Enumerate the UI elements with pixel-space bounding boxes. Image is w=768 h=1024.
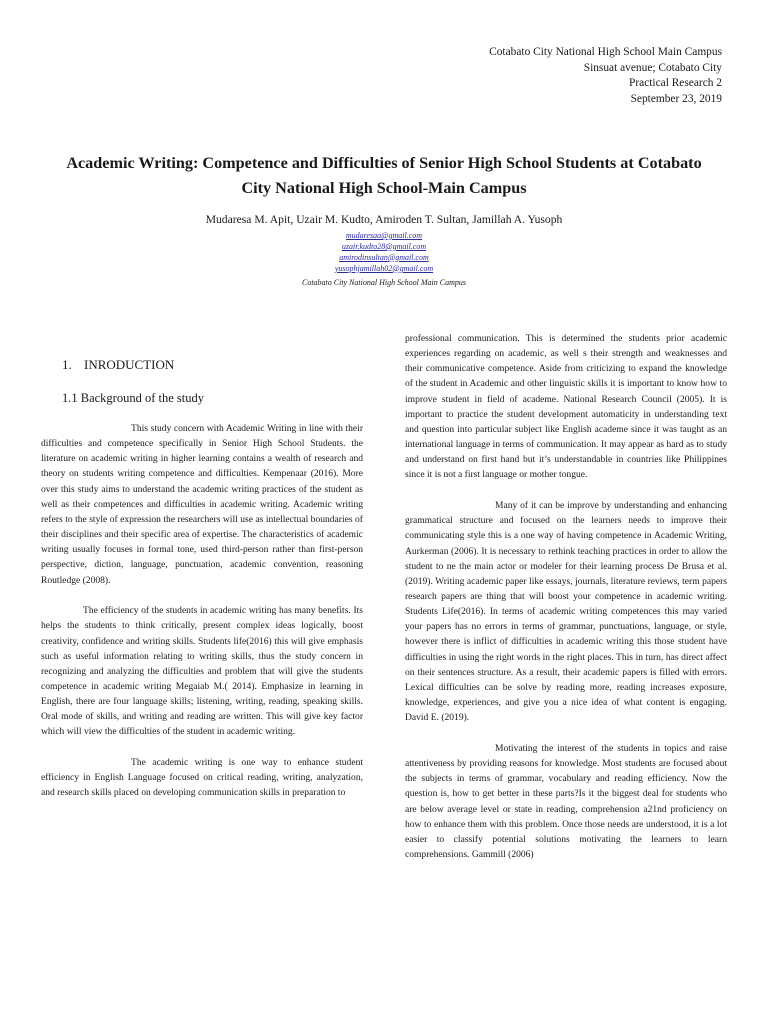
paper-title: Academic Writing: Competence and Difficulties of Senior High School Students at Cotabato City National High School-Main Campus [66,154,702,197]
paragraph: Motivating the interest of the students in topics and raise attentiveness by providing reasons for knowledge. Most students are focused about the subjects in terms of grammar, vocabulary and reading efficiency. Now the question is, how to get better in these parts?Is it the biggest deal for students who are below average level or state in reading, comprehension a21nd proficiency on how to enhance them with this problem. Once those needs are understood, it is a lot easier to classify potential solutions motivating the learners to learn comprehensions. Gammill (2006) [405,742,727,860]
email-link[interactable]: yusophjamillah02@gmail.com [334,263,434,273]
section-title: INRODUCTION [84,357,175,372]
header-subject: Practical Research 2 [629,77,722,89]
paragraph: professional communication. This is determined the students prior academic experiences regarding on academic, as well s their strength and weaknesses and their communicative competence. Aside from criticizing to expand the knowledge of the student in Academic and other linguistic skills it is important to know how to improve student in field of academe. National Research Council (2005). It is important to practice the student development automaticity in understanding text and question into particular subject like English academe since it was taught as an international language in terms of communication. It may appear as hard as to study and understand on first hand but it’s understandable in countries like Philippines since it is not a first language or mother tongue. [405,333,727,481]
paragraph: This study concern with Academic Writing in line with their difficulties and competence specifically in Senior High School Students. the literature on academic writing in higher learning contains a wealth of research and theory on students writing competence and difficulties. Kempenaar (2016). More over this study aims to understand the academic writing practices of the student as well as their competences and difficulties in academic writing. Academic writing refers to the style of expression the researchers will use as intellectual boundaries of their disciplines and their specific area of expertise. The characteristics of academic writing usually focuses in formal tone, used third-person rather than first-person perspective, diction, language, punctuation, academic convention, reasoning Routledge (2008). [41,423,363,586]
left-column [41,421,363,816]
affiliation: Cotabato City National High School Main Campus [301,278,466,287]
subsection-heading: 1.1 Background of the study [62,391,204,405]
document-header [422,45,722,107]
paragraph: The efficiency of the students in academic writing has many benefits. Its helps the students to think critically, present complex ideas logically, boost creativity, confidence and writing skills. Students life(2016) this will give emphasis such as useful information relating to writing skills, thus the study concern in recognizing and analyzing the difficulties and problem that will give the students competence in academic writing Megaiab M.( 2014). Emphasize in learning in English, there are four language skills; listening, writing, reading, speaking skills. Oral mode of skills, and writing and reading are written. This will give key factor which will view the difficulties of the student in academic writing. [41,605,363,738]
right-column [405,331,727,878]
paragraph: Many of it can be improve by understanding and enhancing grammatical structure and focused on the learners needs to improve their communicating style this is a one way of having competence in Academic Writing, Aurkerman (2006). It is necessary to rethink teaching practices in order to allow the student to ne the main actor or modeler for their learning process De Brusa et al. (2019). Writing academic paper like essays, journals, literature reviews, term papers research papers are thing that will boost your competence in academic writing. Students Life(2016). In terms of academic writing competences this may varied your papers has no errors in terms of grammar, punctuations, language, or style, however there is inflict of difficulties in academic writing this those student have difficulties in using the right words in the right places. This in turn, has direct affect on their sentences structure. As a result, their academic papers is filled with errors. Lexical difficulties can be solve by reading more, reading increases exposure, knowledge, experiences, and give you a nice idea of what content is engaging. David E. (2019). [405,500,727,724]
header-school: Cotabato City National High School Main Campus [489,46,722,58]
email-link[interactable]: uzair.kudto28@gmail.com [341,241,427,251]
section-number: 1. [62,357,72,372]
email-link[interactable]: amirodinsultan@gmail.com [339,252,429,262]
email-link[interactable]: mudaresaa@gmail.com [345,231,423,240]
header-address: Sinsuat avenue; Cotabato City [583,61,722,74]
header-date: September 23, 2019 [630,92,722,105]
paragraph: The academic writing is one way to enhance student efficiency in English Language focused on critical reading, writing, analyzation, and research skills placed on developing communication skills in preparation to [41,757,363,799]
section-heading [62,357,174,373]
author-list: Mudaresa M. Apit, Uzair M. Kudto, Amiroden T. Sultan, Jamillah A. Yusoph [205,213,563,226]
email-list [50,231,718,275]
